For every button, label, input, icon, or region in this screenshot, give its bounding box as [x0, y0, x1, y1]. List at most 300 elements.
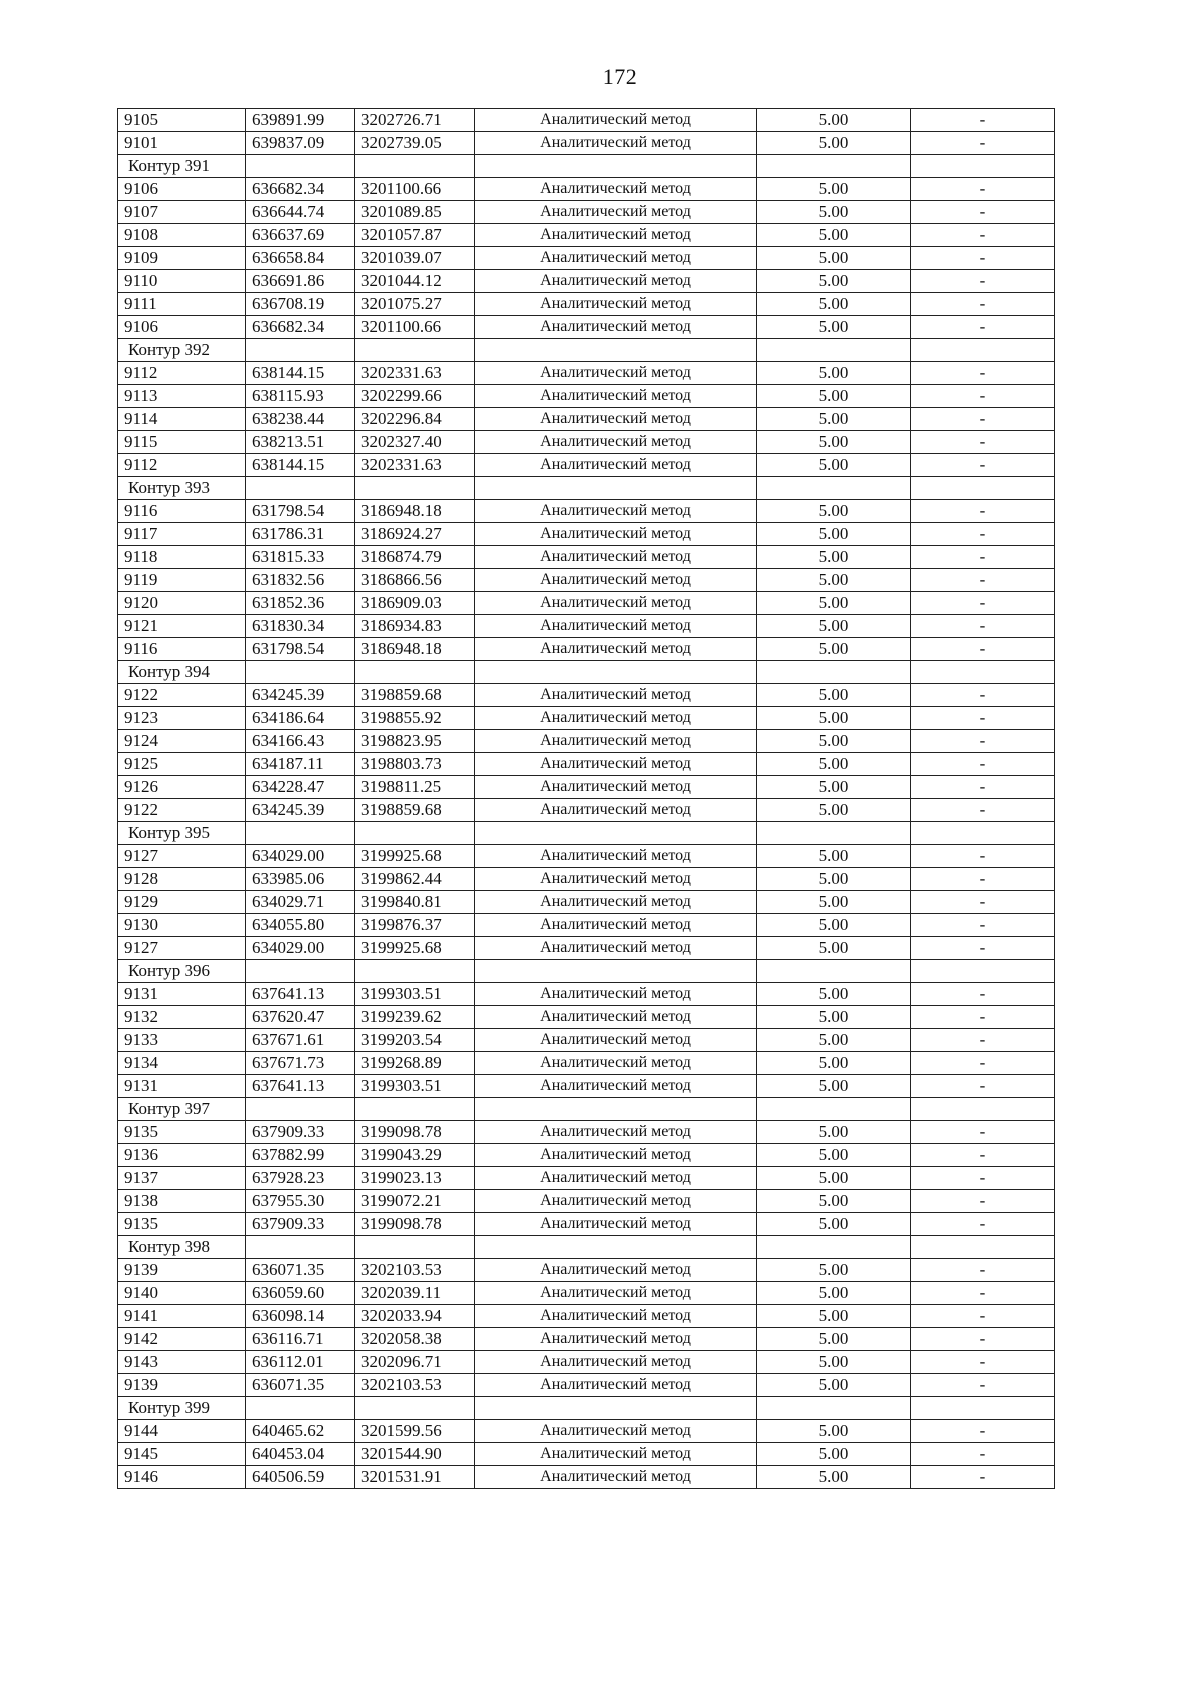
x-coordinate-cell: 638144.15	[246, 454, 355, 477]
accuracy-cell: 5.00	[757, 408, 911, 431]
method-cell: Аналитический метод	[475, 408, 757, 431]
point-id-cell: 9122	[118, 684, 246, 707]
point-id-cell: 9106	[118, 316, 246, 339]
note-cell: -	[911, 201, 1055, 224]
note-cell: -	[911, 293, 1055, 316]
x-coordinate-cell: 638238.44	[246, 408, 355, 431]
empty-cell	[475, 155, 757, 178]
accuracy-cell: 5.00	[757, 1328, 911, 1351]
y-coordinate-cell: 3198859.68	[355, 799, 475, 822]
table-row	[118, 1420, 1055, 1443]
point-id-cell: 9126	[118, 776, 246, 799]
point-id-cell: 9139	[118, 1259, 246, 1282]
y-coordinate-cell: 3202039.11	[355, 1282, 475, 1305]
note-cell: -	[911, 1259, 1055, 1282]
method-cell: Аналитический метод	[475, 776, 757, 799]
x-coordinate-cell: 636116.71	[246, 1328, 355, 1351]
accuracy-cell: 5.00	[757, 569, 911, 592]
y-coordinate-cell: 3201531.91	[355, 1466, 475, 1489]
note-cell: -	[911, 684, 1055, 707]
method-cell: Аналитический метод	[475, 201, 757, 224]
empty-cell	[246, 339, 355, 362]
empty-cell	[355, 477, 475, 500]
x-coordinate-cell: 634029.00	[246, 845, 355, 868]
point-id-cell: 9127	[118, 937, 246, 960]
x-coordinate-cell: 636071.35	[246, 1259, 355, 1282]
contour-label: Контур 396	[118, 960, 246, 983]
empty-cell	[355, 822, 475, 845]
point-id-cell: 9112	[118, 362, 246, 385]
x-coordinate-cell: 631815.33	[246, 546, 355, 569]
contour-header-row	[118, 477, 1055, 500]
method-cell: Аналитический метод	[475, 914, 757, 937]
empty-cell	[757, 661, 911, 684]
empty-cell	[911, 1098, 1055, 1121]
note-cell: -	[911, 224, 1055, 247]
x-coordinate-cell: 634055.80	[246, 914, 355, 937]
method-cell: Аналитический метод	[475, 1351, 757, 1374]
x-coordinate-cell: 631798.54	[246, 638, 355, 661]
table-row	[118, 362, 1055, 385]
point-id-cell: 9101	[118, 132, 246, 155]
y-coordinate-cell: 3198803.73	[355, 753, 475, 776]
contour-label: Контур 393	[118, 477, 246, 500]
y-coordinate-cell: 3202103.53	[355, 1374, 475, 1397]
page-number: 172	[602, 64, 638, 89]
empty-cell	[475, 661, 757, 684]
contour-header-row	[118, 1397, 1055, 1420]
empty-cell	[757, 822, 911, 845]
empty-cell	[475, 339, 757, 362]
y-coordinate-cell: 3202299.66	[355, 385, 475, 408]
method-cell: Аналитический метод	[475, 1213, 757, 1236]
table-row	[118, 1259, 1055, 1282]
x-coordinate-cell: 637928.23	[246, 1167, 355, 1190]
accuracy-cell: 5.00	[757, 1144, 911, 1167]
accuracy-cell: 5.00	[757, 753, 911, 776]
method-cell: Аналитический метод	[475, 799, 757, 822]
note-cell: -	[911, 1466, 1055, 1489]
y-coordinate-cell: 3199239.62	[355, 1006, 475, 1029]
note-cell: -	[911, 431, 1055, 454]
point-id-cell: 9131	[118, 1075, 246, 1098]
point-id-cell: 9122	[118, 799, 246, 822]
x-coordinate-cell: 640465.62	[246, 1420, 355, 1443]
note-cell: -	[911, 1443, 1055, 1466]
x-coordinate-cell: 636112.01	[246, 1351, 355, 1374]
empty-cell	[246, 477, 355, 500]
note-cell: -	[911, 132, 1055, 155]
contour-label: Контур 399	[118, 1397, 246, 1420]
accuracy-cell: 5.00	[757, 1466, 911, 1489]
x-coordinate-cell: 640453.04	[246, 1443, 355, 1466]
point-id-cell: 9124	[118, 730, 246, 753]
x-coordinate-cell: 636098.14	[246, 1305, 355, 1328]
y-coordinate-cell: 3199862.44	[355, 868, 475, 891]
point-id-cell: 9105	[118, 109, 246, 132]
method-cell: Аналитический метод	[475, 1075, 757, 1098]
note-cell: -	[911, 523, 1055, 546]
table-row	[118, 1006, 1055, 1029]
accuracy-cell: 5.00	[757, 247, 911, 270]
method-cell: Аналитический метод	[475, 454, 757, 477]
method-cell: Аналитический метод	[475, 385, 757, 408]
method-cell: Аналитический метод	[475, 431, 757, 454]
accuracy-cell: 5.00	[757, 684, 911, 707]
table-row	[118, 1029, 1055, 1052]
empty-cell	[355, 1397, 475, 1420]
note-cell: -	[911, 569, 1055, 592]
accuracy-cell: 5.00	[757, 845, 911, 868]
table-row	[118, 868, 1055, 891]
point-id-cell: 9130	[118, 914, 246, 937]
x-coordinate-cell: 637671.73	[246, 1052, 355, 1075]
x-coordinate-cell: 636682.34	[246, 178, 355, 201]
contour-label: Контур 395	[118, 822, 246, 845]
accuracy-cell: 5.00	[757, 1213, 911, 1236]
table-row	[118, 914, 1055, 937]
accuracy-cell: 5.00	[757, 500, 911, 523]
y-coordinate-cell: 3199876.37	[355, 914, 475, 937]
accuracy-cell: 5.00	[757, 1075, 911, 1098]
method-cell: Аналитический метод	[475, 684, 757, 707]
x-coordinate-cell: 634245.39	[246, 684, 355, 707]
note-cell: -	[911, 776, 1055, 799]
x-coordinate-cell: 636059.60	[246, 1282, 355, 1305]
table-row	[118, 293, 1055, 316]
point-id-cell: 9114	[118, 408, 246, 431]
note-cell: -	[911, 615, 1055, 638]
empty-cell	[911, 477, 1055, 500]
method-cell: Аналитический метод	[475, 1006, 757, 1029]
accuracy-cell: 5.00	[757, 1282, 911, 1305]
point-id-cell: 9135	[118, 1213, 246, 1236]
y-coordinate-cell: 3201100.66	[355, 178, 475, 201]
method-cell: Аналитический метод	[475, 983, 757, 1006]
x-coordinate-cell: 634166.43	[246, 730, 355, 753]
x-coordinate-cell: 634187.11	[246, 753, 355, 776]
y-coordinate-cell: 3199303.51	[355, 1075, 475, 1098]
point-id-cell: 9125	[118, 753, 246, 776]
method-cell: Аналитический метод	[475, 247, 757, 270]
point-id-cell: 9139	[118, 1374, 246, 1397]
point-id-cell: 9106	[118, 178, 246, 201]
point-id-cell: 9135	[118, 1121, 246, 1144]
contour-header-row	[118, 155, 1055, 178]
empty-cell	[757, 960, 911, 983]
x-coordinate-cell: 636691.86	[246, 270, 355, 293]
accuracy-cell: 5.00	[757, 362, 911, 385]
method-cell: Аналитический метод	[475, 362, 757, 385]
table-row	[118, 1190, 1055, 1213]
method-cell: Аналитический метод	[475, 638, 757, 661]
contour-header-row	[118, 960, 1055, 983]
note-cell: -	[911, 845, 1055, 868]
empty-cell	[246, 960, 355, 983]
point-id-cell: 9110	[118, 270, 246, 293]
method-cell: Аналитический метод	[475, 891, 757, 914]
note-cell: -	[911, 408, 1055, 431]
x-coordinate-cell: 634029.00	[246, 937, 355, 960]
y-coordinate-cell: 3198855.92	[355, 707, 475, 730]
contour-header-row	[118, 339, 1055, 362]
accuracy-cell: 5.00	[757, 868, 911, 891]
x-coordinate-cell: 637955.30	[246, 1190, 355, 1213]
method-cell: Аналитический метод	[475, 1282, 757, 1305]
x-coordinate-cell: 636708.19	[246, 293, 355, 316]
y-coordinate-cell: 3198811.25	[355, 776, 475, 799]
accuracy-cell: 5.00	[757, 1305, 911, 1328]
table-row	[118, 937, 1055, 960]
table-row	[118, 730, 1055, 753]
accuracy-cell: 5.00	[757, 1190, 911, 1213]
y-coordinate-cell: 3199268.89	[355, 1052, 475, 1075]
empty-cell	[355, 1236, 475, 1259]
accuracy-cell: 5.00	[757, 132, 911, 155]
point-id-cell: 9109	[118, 247, 246, 270]
accuracy-cell: 5.00	[757, 592, 911, 615]
note-cell: -	[911, 868, 1055, 891]
note-cell: -	[911, 937, 1055, 960]
table-row	[118, 776, 1055, 799]
method-cell: Аналитический метод	[475, 270, 757, 293]
y-coordinate-cell: 3198823.95	[355, 730, 475, 753]
table-row	[118, 1167, 1055, 1190]
note-cell: -	[911, 178, 1055, 201]
empty-cell	[475, 822, 757, 845]
point-id-cell: 9136	[118, 1144, 246, 1167]
accuracy-cell: 5.00	[757, 799, 911, 822]
accuracy-cell: 5.00	[757, 914, 911, 937]
x-coordinate-cell: 637641.13	[246, 1075, 355, 1098]
note-cell: -	[911, 385, 1055, 408]
method-cell: Аналитический метод	[475, 1029, 757, 1052]
table-row	[118, 1282, 1055, 1305]
table-row	[118, 385, 1055, 408]
empty-cell	[475, 477, 757, 500]
y-coordinate-cell: 3201039.07	[355, 247, 475, 270]
method-cell: Аналитический метод	[475, 224, 757, 247]
note-cell: -	[911, 247, 1055, 270]
coordinates-table	[117, 108, 1055, 1489]
y-coordinate-cell: 3186909.03	[355, 592, 475, 615]
table-row	[118, 1075, 1055, 1098]
method-cell: Аналитический метод	[475, 1052, 757, 1075]
x-coordinate-cell: 631830.34	[246, 615, 355, 638]
empty-cell	[475, 1236, 757, 1259]
empty-cell	[911, 822, 1055, 845]
y-coordinate-cell: 3199023.13	[355, 1167, 475, 1190]
y-coordinate-cell: 3201057.87	[355, 224, 475, 247]
note-cell: -	[911, 914, 1055, 937]
point-id-cell: 9121	[118, 615, 246, 638]
empty-cell	[911, 339, 1055, 362]
empty-cell	[355, 339, 475, 362]
note-cell: -	[911, 638, 1055, 661]
table-row	[118, 569, 1055, 592]
method-cell: Аналитический метод	[475, 109, 757, 132]
contour-header-row	[118, 1098, 1055, 1121]
y-coordinate-cell: 3201089.85	[355, 201, 475, 224]
y-coordinate-cell: 3201044.12	[355, 270, 475, 293]
x-coordinate-cell: 639891.99	[246, 109, 355, 132]
y-coordinate-cell: 3202033.94	[355, 1305, 475, 1328]
table-row	[118, 891, 1055, 914]
point-id-cell: 9107	[118, 201, 246, 224]
method-cell: Аналитический метод	[475, 1466, 757, 1489]
contour-label: Контур 391	[118, 155, 246, 178]
accuracy-cell: 5.00	[757, 937, 911, 960]
note-cell: -	[911, 1121, 1055, 1144]
note-cell: -	[911, 316, 1055, 339]
method-cell: Аналитический метод	[475, 1144, 757, 1167]
contour-label: Контур 392	[118, 339, 246, 362]
table-row	[118, 1351, 1055, 1374]
point-id-cell: 9138	[118, 1190, 246, 1213]
accuracy-cell: 5.00	[757, 1006, 911, 1029]
empty-cell	[475, 960, 757, 983]
accuracy-cell: 5.00	[757, 1029, 911, 1052]
note-cell: -	[911, 753, 1055, 776]
table-row	[118, 523, 1055, 546]
method-cell: Аналитический метод	[475, 592, 757, 615]
y-coordinate-cell: 3202331.63	[355, 362, 475, 385]
y-coordinate-cell: 3199303.51	[355, 983, 475, 1006]
y-coordinate-cell: 3199203.54	[355, 1029, 475, 1052]
method-cell: Аналитический метод	[475, 1305, 757, 1328]
empty-cell	[757, 477, 911, 500]
table-row	[118, 408, 1055, 431]
note-cell: -	[911, 1305, 1055, 1328]
accuracy-cell: 5.00	[757, 523, 911, 546]
point-id-cell: 9133	[118, 1029, 246, 1052]
accuracy-cell: 5.00	[757, 776, 911, 799]
point-id-cell: 9111	[118, 293, 246, 316]
point-id-cell: 9113	[118, 385, 246, 408]
x-coordinate-cell: 637620.47	[246, 1006, 355, 1029]
y-coordinate-cell: 3199098.78	[355, 1121, 475, 1144]
point-id-cell: 9129	[118, 891, 246, 914]
table-row	[118, 1374, 1055, 1397]
point-id-cell: 9116	[118, 638, 246, 661]
y-coordinate-cell: 3202096.71	[355, 1351, 475, 1374]
accuracy-cell: 5.00	[757, 730, 911, 753]
accuracy-cell: 5.00	[757, 316, 911, 339]
method-cell: Аналитический метод	[475, 868, 757, 891]
table-row	[118, 1121, 1055, 1144]
accuracy-cell: 5.00	[757, 431, 911, 454]
empty-cell	[355, 661, 475, 684]
accuracy-cell: 5.00	[757, 201, 911, 224]
y-coordinate-cell: 3202103.53	[355, 1259, 475, 1282]
table-row	[118, 224, 1055, 247]
point-id-cell: 9128	[118, 868, 246, 891]
x-coordinate-cell: 637671.61	[246, 1029, 355, 1052]
empty-cell	[355, 1098, 475, 1121]
empty-cell	[911, 960, 1055, 983]
x-coordinate-cell: 639837.09	[246, 132, 355, 155]
note-cell: -	[911, 109, 1055, 132]
note-cell: -	[911, 1351, 1055, 1374]
empty-cell	[911, 661, 1055, 684]
table-row	[118, 132, 1055, 155]
x-coordinate-cell: 638144.15	[246, 362, 355, 385]
accuracy-cell: 5.00	[757, 109, 911, 132]
point-id-cell: 9120	[118, 592, 246, 615]
x-coordinate-cell: 637641.13	[246, 983, 355, 1006]
y-coordinate-cell: 3202739.05	[355, 132, 475, 155]
accuracy-cell: 5.00	[757, 1167, 911, 1190]
note-cell: -	[911, 1328, 1055, 1351]
y-coordinate-cell: 3201100.66	[355, 316, 475, 339]
empty-cell	[757, 1098, 911, 1121]
contour-label: Контур 398	[118, 1236, 246, 1259]
method-cell: Аналитический метод	[475, 1420, 757, 1443]
note-cell: -	[911, 1374, 1055, 1397]
accuracy-cell: 5.00	[757, 178, 911, 201]
table-row	[118, 592, 1055, 615]
point-id-cell: 9145	[118, 1443, 246, 1466]
y-coordinate-cell: 3186948.18	[355, 638, 475, 661]
accuracy-cell: 5.00	[757, 454, 911, 477]
point-id-cell: 9140	[118, 1282, 246, 1305]
point-id-cell: 9144	[118, 1420, 246, 1443]
point-id-cell: 9123	[118, 707, 246, 730]
table-row	[118, 707, 1055, 730]
x-coordinate-cell: 636658.84	[246, 247, 355, 270]
note-cell: -	[911, 799, 1055, 822]
method-cell: Аналитический метод	[475, 523, 757, 546]
x-coordinate-cell: 633985.06	[246, 868, 355, 891]
y-coordinate-cell: 3202296.84	[355, 408, 475, 431]
x-coordinate-cell: 636682.34	[246, 316, 355, 339]
note-cell: -	[911, 362, 1055, 385]
note-cell: -	[911, 1213, 1055, 1236]
x-coordinate-cell: 637909.33	[246, 1213, 355, 1236]
method-cell: Аналитический метод	[475, 753, 757, 776]
note-cell: -	[911, 1167, 1055, 1190]
point-id-cell: 9131	[118, 983, 246, 1006]
note-cell: -	[911, 707, 1055, 730]
accuracy-cell: 5.00	[757, 1121, 911, 1144]
contour-label: Контур 394	[118, 661, 246, 684]
table-row	[118, 1144, 1055, 1167]
table-row	[118, 799, 1055, 822]
empty-cell	[246, 1098, 355, 1121]
accuracy-cell: 5.00	[757, 293, 911, 316]
y-coordinate-cell: 3199925.68	[355, 937, 475, 960]
table-row	[118, 845, 1055, 868]
accuracy-cell: 5.00	[757, 1351, 911, 1374]
note-cell: -	[911, 546, 1055, 569]
note-cell: -	[911, 1029, 1055, 1052]
accuracy-cell: 5.00	[757, 707, 911, 730]
x-coordinate-cell: 640506.59	[246, 1466, 355, 1489]
x-coordinate-cell: 631832.56	[246, 569, 355, 592]
table-row	[118, 109, 1055, 132]
note-cell: -	[911, 1190, 1055, 1213]
empty-cell	[246, 661, 355, 684]
note-cell: -	[911, 983, 1055, 1006]
empty-cell	[911, 155, 1055, 178]
table-row	[118, 753, 1055, 776]
y-coordinate-cell: 3199072.21	[355, 1190, 475, 1213]
table-row	[118, 178, 1055, 201]
table-row	[118, 1213, 1055, 1236]
table-row	[118, 546, 1055, 569]
table-row	[118, 431, 1055, 454]
coordinates-table-body	[118, 109, 1055, 1489]
